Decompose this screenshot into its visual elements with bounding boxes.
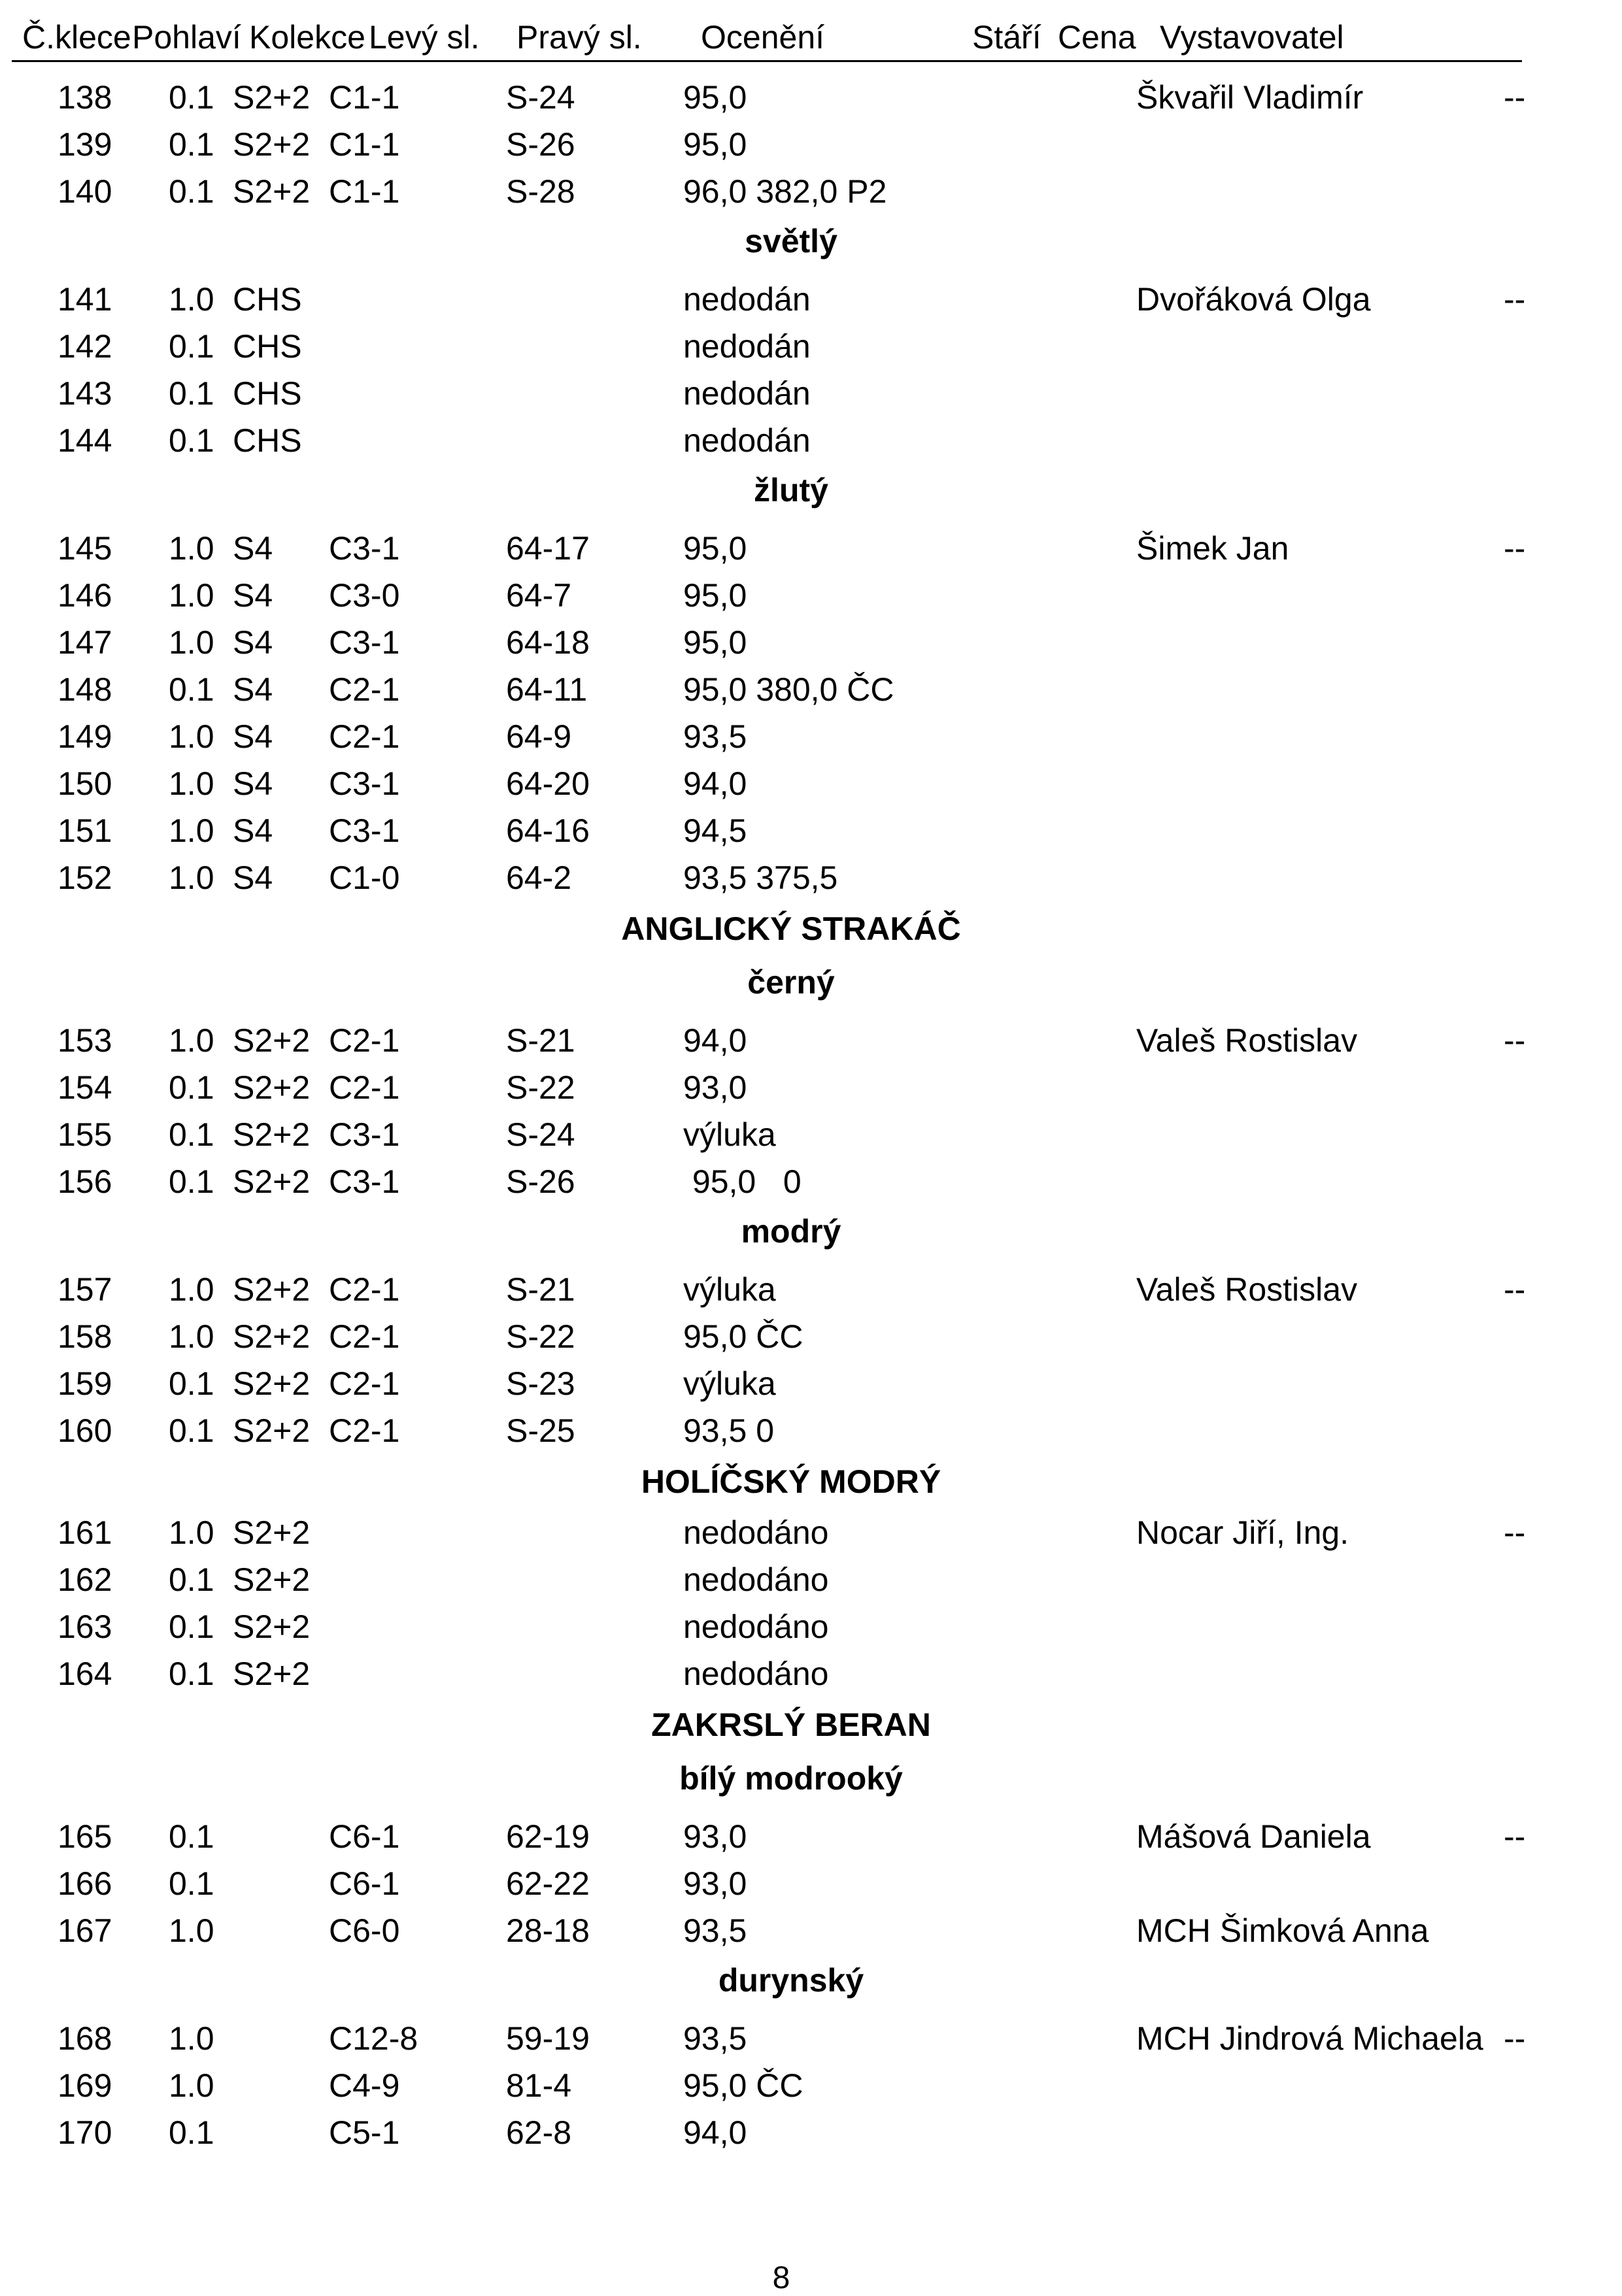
cell-right-ring: 62-22 (506, 1865, 590, 1902)
cell-right-ring: S-21 (506, 1271, 575, 1308)
cell-rating: 93,0 (683, 1865, 747, 1902)
cell-rating: výluka (683, 1271, 776, 1308)
cell-cage-number: 140 (58, 173, 112, 210)
cell-note: -- (1504, 281, 1526, 318)
cell-left-ring: C3-1 (329, 1116, 400, 1153)
cell-left-ring: C2-1 (329, 1318, 400, 1355)
table-header (0, 13, 1622, 56)
cell-cage-number: 161 (58, 1514, 112, 1551)
cell-rating: 93,5 (683, 1912, 747, 1949)
cell-exhibitor: Šimek Jan (1136, 530, 1289, 567)
cell-note: -- (1504, 79, 1526, 116)
cell-rating: 93,5 (683, 2020, 747, 2057)
page-number: 8 (772, 2261, 790, 2295)
table-row (0, 524, 1622, 571)
table-row (0, 1508, 1622, 1556)
breed-heading (0, 1454, 1622, 1508)
cell-cage-number: 152 (58, 859, 112, 896)
cell-sex: 0.1 (169, 173, 214, 210)
cell-exhibitor: Valeš Rostislav (1136, 1022, 1358, 1059)
cell-right-ring: S-26 (506, 1163, 575, 1200)
cell-rating: 93,5 0 (683, 1412, 775, 1449)
cell-rating: 94,5 (683, 812, 747, 849)
cell-collection: S4 (233, 718, 273, 755)
cell-left-ring: C2-1 (329, 1365, 400, 1402)
header-price: Cena (1058, 19, 1136, 56)
entries-list (0, 73, 1622, 2155)
cell-cage-number: 149 (58, 718, 112, 755)
cell-right-ring: S-28 (506, 173, 575, 210)
cell-cage-number: 168 (58, 2020, 112, 2057)
cell-rating: nedodáno (683, 1514, 829, 1551)
cell-rating: 93,0 (683, 1069, 747, 1106)
cell-sex: 1.0 (169, 2020, 214, 2057)
cell-rating: 96,0 382,0 P2 (683, 173, 887, 210)
header-exhibitor: Vystavovatel (1160, 19, 1344, 56)
cell-sex: 1.0 (169, 1271, 214, 1308)
table-row (0, 1016, 1622, 1063)
cell-rating: 95,0 ČC (683, 1318, 803, 1355)
header-age: Stáří (972, 19, 1041, 56)
cell-cage-number: 163 (58, 1608, 112, 1645)
cell-cage-number: 147 (58, 624, 112, 661)
table-row (0, 1906, 1622, 1954)
cell-cage-number: 160 (58, 1412, 112, 1449)
cell-collection: S2+2 (233, 1608, 311, 1645)
cell-rating: 94,0 (683, 2114, 747, 2151)
cell-sex: 1.0 (169, 812, 214, 849)
cell-right-ring: 62-8 (506, 2114, 572, 2151)
cell-cage-number: 162 (58, 1561, 112, 1598)
cell-sex: 1.0 (169, 624, 214, 661)
header-rating: Ocenění (701, 19, 825, 56)
cell-right-ring: 64-2 (506, 859, 572, 896)
cell-right-ring: S-24 (506, 1116, 575, 1153)
cell-exhibitor: Dvořáková Olga (1136, 281, 1371, 318)
table-row (0, 1157, 1622, 1205)
cell-cage-number: 164 (58, 1655, 112, 1692)
cell-left-ring: C1-1 (329, 79, 400, 116)
table-row (0, 1650, 1622, 1697)
cell-left-ring: C6-0 (329, 1912, 400, 1949)
cell-left-ring: C6-1 (329, 1865, 400, 1902)
cell-note: -- (1504, 530, 1526, 567)
cell-note: -- (1504, 1271, 1526, 1308)
cell-right-ring: 64-7 (506, 577, 572, 614)
cell-right-ring: S-21 (506, 1022, 575, 1059)
cell-cage-number: 159 (58, 1365, 112, 1402)
cell-right-ring: 64-18 (506, 624, 590, 661)
cell-right-ring: S-22 (506, 1318, 575, 1355)
section-label: světlý (745, 223, 837, 259)
table-row (0, 665, 1622, 712)
cell-rating: 95,0 0 (683, 1163, 802, 1200)
header-cage: Č.klece (22, 19, 131, 56)
cell-cage-number: 146 (58, 577, 112, 614)
cell-cage-number: 155 (58, 1116, 112, 1153)
cell-collection: S4 (233, 624, 273, 661)
cell-collection: S2+2 (233, 1116, 311, 1153)
table-row (0, 759, 1622, 807)
cell-right-ring: 28-18 (506, 1912, 590, 1949)
cell-rating: nedodáno (683, 1655, 829, 1692)
cell-cage-number: 170 (58, 2114, 112, 2151)
cell-sex: 0.1 (169, 1116, 214, 1153)
cell-rating: 95,0 (683, 79, 747, 116)
cell-left-ring: C3-1 (329, 530, 400, 567)
cell-left-ring: C3-1 (329, 1163, 400, 1200)
table-row (0, 322, 1622, 369)
cell-sex: 0.1 (169, 1365, 214, 1402)
cell-right-ring: 81-4 (506, 2067, 572, 2104)
cell-collection: S2+2 (233, 173, 311, 210)
cell-right-ring: S-22 (506, 1069, 575, 1106)
cell-collection: S2+2 (233, 1514, 311, 1551)
cell-right-ring: 64-20 (506, 765, 590, 802)
cell-sex: 0.1 (169, 1865, 214, 1902)
cell-sex: 1.0 (169, 1912, 214, 1949)
section-label: černý (747, 964, 835, 1001)
table-row (0, 807, 1622, 854)
cell-collection: S2+2 (233, 1365, 311, 1402)
cell-right-ring: 64-16 (506, 812, 590, 849)
table-row (0, 416, 1622, 463)
cell-note: -- (1504, 1818, 1526, 1855)
cell-left-ring: C12-8 (329, 2020, 418, 2057)
cell-left-ring: C3-1 (329, 765, 400, 802)
cell-rating: 93,5 375,5 (683, 859, 838, 896)
cell-cage-number: 154 (58, 1069, 112, 1106)
header-right-ring: Pravý sl. (516, 19, 642, 56)
table-row (0, 1265, 1622, 1312)
cell-left-ring: C3-1 (329, 812, 400, 849)
cell-rating: výluka (683, 1116, 776, 1153)
table-row (0, 73, 1622, 120)
cell-exhibitor: MCH Jindrová Michaela (1136, 2020, 1483, 2057)
cell-rating: nedodán (683, 375, 811, 412)
cell-rating: nedodáno (683, 1561, 829, 1598)
cell-rating: nedodán (683, 422, 811, 459)
cell-collection: CHS (233, 281, 302, 318)
cell-rating: nedodáno (683, 1608, 829, 1645)
cell-cage-number: 166 (58, 1865, 112, 1902)
cell-left-ring: C1-0 (329, 859, 400, 896)
cell-left-ring: C2-1 (329, 1271, 400, 1308)
cell-exhibitor: MCH Šimková Anna (1136, 1912, 1429, 1949)
cell-left-ring: C2-1 (329, 1412, 400, 1449)
cell-sex: 1.0 (169, 530, 214, 567)
table-row (0, 1812, 1622, 1859)
cell-cage-number: 142 (58, 328, 112, 365)
cell-sex: 1.0 (169, 1318, 214, 1355)
cell-rating: 95,0 ČC (683, 2067, 803, 2104)
cell-collection: CHS (233, 375, 302, 412)
cell-rating: 93,5 (683, 718, 747, 755)
cell-sex: 0.1 (169, 671, 214, 708)
color-heading (0, 1205, 1622, 1265)
cell-left-ring: C4-9 (329, 2067, 400, 2104)
header-sex: Pohlaví (132, 19, 241, 56)
cell-collection: S2+2 (233, 1318, 311, 1355)
cell-sex: 1.0 (169, 859, 214, 896)
table-row (0, 369, 1622, 416)
cell-left-ring: C3-0 (329, 577, 400, 614)
cell-cage-number: 150 (58, 765, 112, 802)
cell-collection: S4 (233, 577, 273, 614)
table-row (0, 1063, 1622, 1110)
cell-exhibitor: Valeš Rostislav (1136, 1271, 1358, 1308)
cell-sex: 1.0 (169, 577, 214, 614)
cell-cage-number: 157 (58, 1271, 112, 1308)
table-row (0, 120, 1622, 167)
cell-exhibitor: Škvařil Vladimír (1136, 79, 1364, 116)
table-row (0, 1312, 1622, 1359)
breed-heading (0, 1697, 1622, 1752)
cell-sex: 0.1 (169, 375, 214, 412)
color-heading (0, 1954, 1622, 2014)
cell-cage-number: 156 (58, 1163, 112, 1200)
cell-cage-number: 141 (58, 281, 112, 318)
cell-cage-number: 148 (58, 671, 112, 708)
section-label: HOLÍČSKÝ MODRÝ (641, 1463, 941, 1500)
cell-cage-number: 165 (58, 1818, 112, 1855)
cell-collection: S2+2 (233, 126, 311, 163)
section-label: modrý (741, 1213, 841, 1250)
section-label: bílý modrooký (679, 1760, 903, 1797)
color-heading (0, 1752, 1622, 1812)
cell-rating: 95,0 (683, 126, 747, 163)
cell-right-ring: 64-11 (506, 671, 588, 708)
cell-left-ring: C3-1 (329, 624, 400, 661)
cell-collection: S2+2 (233, 79, 311, 116)
cell-sex: 1.0 (169, 2067, 214, 2104)
cell-left-ring: C6-1 (329, 1818, 400, 1855)
header-left-ring: Levý sl. (369, 19, 480, 56)
cell-left-ring: C1-1 (329, 173, 400, 210)
cell-collection: S2+2 (233, 1163, 311, 1200)
cell-sex: 0.1 (169, 1818, 214, 1855)
header-collection: Kolekce (249, 19, 365, 56)
color-heading (0, 463, 1622, 524)
cell-left-ring: C2-1 (329, 718, 400, 755)
cell-right-ring: 62-19 (506, 1818, 590, 1855)
cell-note: -- (1504, 1022, 1526, 1059)
table-row (0, 1859, 1622, 1906)
cell-sex: 0.1 (169, 1069, 214, 1106)
cell-rating: 94,0 (683, 765, 747, 802)
cell-left-ring: C2-1 (329, 671, 400, 708)
table-row (0, 1110, 1622, 1157)
cell-collection: S4 (233, 765, 273, 802)
table-row (0, 854, 1622, 901)
cell-cage-number: 151 (58, 812, 112, 849)
cell-right-ring: 64-9 (506, 718, 572, 755)
cell-cage-number: 143 (58, 375, 112, 412)
cell-collection: S4 (233, 859, 273, 896)
cell-rating: výluka (683, 1365, 776, 1402)
cell-note: -- (1504, 2020, 1526, 2057)
cell-exhibitor: Mášová Daniela (1136, 1818, 1371, 1855)
breed-heading (0, 901, 1622, 956)
cell-collection: S4 (233, 530, 273, 567)
cell-rating: 93,0 (683, 1818, 747, 1855)
cell-cage-number: 139 (58, 126, 112, 163)
cell-cage-number: 167 (58, 1912, 112, 1949)
table-row (0, 1556, 1622, 1603)
cell-collection: S2+2 (233, 1655, 311, 1692)
table-row (0, 1359, 1622, 1406)
section-label: ANGLICKÝ STRAKÁČ (621, 910, 961, 947)
section-label: žlutý (754, 472, 828, 508)
cell-sex: 0.1 (169, 79, 214, 116)
cell-rating: 95,0 380,0 ČC (683, 671, 894, 708)
table-row (0, 712, 1622, 759)
section-label: durynský (718, 1962, 864, 1999)
cell-rating: nedodán (683, 281, 811, 318)
cell-sex: 0.1 (169, 126, 214, 163)
cell-left-ring: C2-1 (329, 1069, 400, 1106)
header-divider (12, 60, 1522, 62)
table-row (0, 167, 1622, 214)
table-row (0, 618, 1622, 665)
cell-sex: 1.0 (169, 718, 214, 755)
color-heading (0, 214, 1622, 275)
cell-cage-number: 144 (58, 422, 112, 459)
cell-right-ring: S-23 (506, 1365, 575, 1402)
cell-sex: 0.1 (169, 2114, 214, 2151)
table-row (0, 275, 1622, 322)
cell-exhibitor: Nocar Jiří, Ing. (1136, 1514, 1349, 1551)
cell-collection: S2+2 (233, 1561, 311, 1598)
cell-cage-number: 153 (58, 1022, 112, 1059)
cell-right-ring: S-26 (506, 126, 575, 163)
cell-cage-number: 138 (58, 79, 112, 116)
cell-collection: S2+2 (233, 1412, 311, 1449)
cell-sex: 0.1 (169, 1163, 214, 1200)
table-row (0, 1603, 1622, 1650)
cell-collection: CHS (233, 422, 302, 459)
cell-collection: S4 (233, 812, 273, 849)
cell-sex: 1.0 (169, 1022, 214, 1059)
cell-collection: S2+2 (233, 1069, 311, 1106)
cell-left-ring: C1-1 (329, 126, 400, 163)
cell-right-ring: S-25 (506, 1412, 575, 1449)
cell-right-ring: S-24 (506, 79, 575, 116)
cell-rating: 95,0 (683, 577, 747, 614)
cell-sex: 0.1 (169, 1608, 214, 1645)
cell-rating: 95,0 (683, 530, 747, 567)
table-row (0, 2061, 1622, 2108)
cell-cage-number: 158 (58, 1318, 112, 1355)
section-label: ZAKRSLÝ BERAN (651, 1706, 931, 1743)
cell-right-ring: 64-17 (506, 530, 590, 567)
table-row (0, 571, 1622, 618)
cell-left-ring: C2-1 (329, 1022, 400, 1059)
cell-cage-number: 145 (58, 530, 112, 567)
table-row (0, 2108, 1622, 2155)
cell-collection: S2+2 (233, 1022, 311, 1059)
cell-sex: 0.1 (169, 328, 214, 365)
cell-cage-number: 169 (58, 2067, 112, 2104)
cell-sex: 1.0 (169, 765, 214, 802)
cell-rating: 95,0 (683, 624, 747, 661)
cell-rating: nedodán (683, 328, 811, 365)
color-heading (0, 956, 1622, 1016)
cell-rating: 94,0 (683, 1022, 747, 1059)
cell-sex: 0.1 (169, 1561, 214, 1598)
cell-collection: S2+2 (233, 1271, 311, 1308)
cell-left-ring: C5-1 (329, 2114, 400, 2151)
cell-sex: 0.1 (169, 1655, 214, 1692)
cell-right-ring: 59-19 (506, 2020, 590, 2057)
cell-sex: 0.1 (169, 1412, 214, 1449)
cell-collection: CHS (233, 328, 302, 365)
table-row (0, 1406, 1622, 1454)
cell-sex: 0.1 (169, 422, 214, 459)
cell-sex: 1.0 (169, 281, 214, 318)
table-row (0, 2014, 1622, 2061)
cell-sex: 1.0 (169, 1514, 214, 1551)
cell-collection: S4 (233, 671, 273, 708)
cell-note: -- (1504, 1514, 1526, 1551)
